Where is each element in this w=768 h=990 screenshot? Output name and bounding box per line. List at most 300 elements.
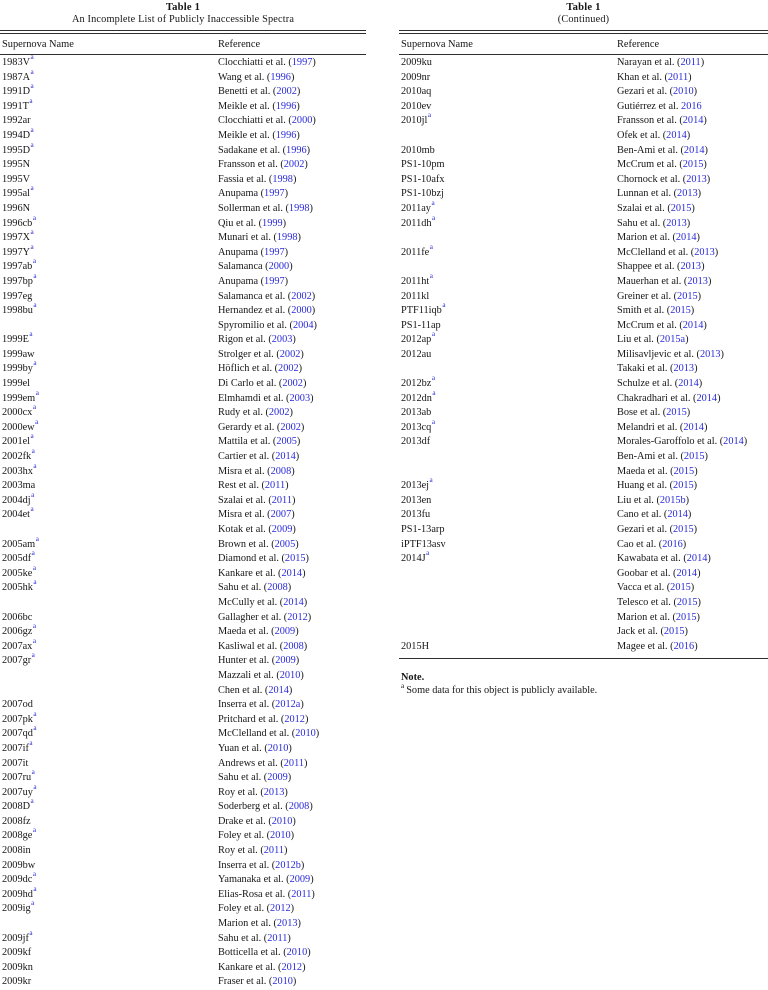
footnote-marker-link[interactable]: a: [31, 549, 35, 558]
table-row: [399, 213, 768, 232]
citation-year-link[interactable]: 2007: [270, 509, 292, 521]
reference-text: Roy et al. (2011): [218, 845, 288, 857]
footnote-marker-link[interactable]: a: [429, 271, 433, 280]
reference-text: Sollerman et al. (1998): [218, 202, 313, 214]
footnote-marker-link[interactable]: a: [429, 242, 433, 251]
table-row: [399, 301, 768, 319]
footnote-marker-link[interactable]: a: [35, 417, 39, 426]
table-note: [399, 672, 768, 697]
supernova-name: 2007it: [2, 757, 29, 769]
citation-year-link[interactable]: 2012: [270, 903, 291, 915]
citation-year-link[interactable]: 2008: [267, 582, 288, 594]
table-row: [0, 782, 366, 801]
supernova-name: $2005am^a$: [2, 534, 39, 550]
supernova-name: 2012au: [401, 348, 432, 360]
supernova-name: $2009ig^a$: [2, 899, 35, 915]
reference-text: Rigon et al. (2003): [218, 334, 296, 346]
citation-year-link[interactable]: 1998: [288, 202, 310, 214]
citation-year-link[interactable]: 2014: [283, 596, 304, 608]
table-row: [0, 96, 366, 115]
footnote-marker-link[interactable]: a: [431, 330, 436, 339]
citation-year-link[interactable]: 2014: [666, 129, 687, 141]
supernova-name: $2005hk^a$: [2, 578, 37, 594]
supernova-name: $2007ru^a$: [2, 768, 35, 784]
citation-year-link[interactable]: 2014: [268, 684, 289, 696]
citation-year-link[interactable]: 2009: [271, 524, 293, 535]
table-row: [0, 669, 366, 684]
table-row: [399, 494, 768, 509]
supernova-name: $1983V^a$: [2, 53, 34, 68]
reference-text: Foley et al. (2010): [218, 830, 295, 842]
footnote-marker-link[interactable]: a: [33, 709, 37, 718]
table-row: [0, 140, 366, 159]
citation-year-link[interactable]: 2008: [288, 801, 310, 813]
citation-year-link[interactable]: 2014: [676, 567, 698, 579]
reference-text: Meikle et al. (1996): [218, 129, 300, 141]
footnote-marker-link[interactable]: a: [30, 184, 34, 193]
reference-text: Hernandez et al. (2000): [218, 305, 316, 317]
citation-year-link[interactable]: 2015: [670, 305, 691, 317]
table-row: [399, 538, 768, 553]
citation-year-link[interactable]: 1996: [270, 71, 291, 83]
citation-year-link[interactable]: 2013: [694, 246, 715, 258]
footnote-marker-link[interactable]: a: [31, 651, 35, 660]
table-row: [0, 946, 366, 961]
citation-year-link[interactable]: 2015: [663, 626, 685, 638]
supernova-name: $1991T^a$: [2, 96, 33, 112]
table-row: [0, 271, 366, 290]
footnote-marker-link[interactable]: a: [429, 476, 433, 485]
citation-year-link[interactable]: 1997: [264, 188, 285, 200]
citation-year-link[interactable]: 2002: [278, 363, 299, 375]
reference-text: Mattila et al. (2005): [218, 436, 301, 448]
citation-year-link[interactable]: 2014: [683, 421, 704, 433]
supernova-name: $2007if^a$: [2, 738, 33, 754]
footnote-marker-link[interactable]: a: [32, 257, 37, 266]
supernova-name: $2011fe^a$: [401, 242, 433, 258]
citation-year-link[interactable]: 2014: [686, 553, 708, 565]
reference-text: Foley et al. (2012): [218, 903, 295, 915]
table-row: [0, 403, 366, 421]
citation-year-link[interactable]: 2008: [283, 640, 304, 652]
table-title: Table 1: [165, 2, 201, 13]
supernova-name: $2009dc^a$: [2, 870, 37, 886]
supernova-name: [401, 129, 617, 144]
table-row: [0, 684, 366, 699]
citation-year-link[interactable]: 2010: [270, 830, 291, 842]
citation-year-link[interactable]: 2010: [272, 976, 293, 988]
table-row: [399, 508, 768, 523]
table-row: [0, 815, 366, 830]
table-row: [399, 71, 768, 86]
supernova-name: $1998bu^a$: [2, 301, 37, 317]
citation-year-link[interactable]: 2003: [289, 392, 311, 404]
citation-year-link[interactable]: 1999: [262, 217, 283, 229]
citation-year-link[interactable]: 2009: [267, 772, 288, 784]
supernova-name: 2009nr: [401, 71, 431, 83]
table-row: [0, 523, 366, 538]
footnote-marker-link[interactable]: a: [432, 213, 436, 222]
citation-year-link[interactable]: 2012: [284, 713, 305, 725]
citation-year-link[interactable]: 1997: [291, 57, 313, 68]
footnote-marker-link[interactable]: a: [31, 447, 35, 456]
footnote-marker-link[interactable]: a: [29, 928, 33, 937]
citation-year-link[interactable]: 2015: [673, 465, 695, 477]
citation-year-link[interactable]: 1996: [286, 144, 307, 156]
citation-year-link[interactable]: 1998: [276, 232, 298, 244]
table-row: [399, 581, 768, 596]
citation-year-link[interactable]: 2014: [682, 115, 704, 127]
citation-year-link[interactable]: 2000: [291, 115, 313, 127]
reference-text: Rest et al. (2011): [218, 480, 289, 492]
citation-year-link[interactable]: 2005: [276, 436, 297, 448]
citation-year-link[interactable]: 2010: [673, 86, 694, 98]
citation-year-link[interactable]: 1996: [275, 129, 297, 141]
reference-text: Brown et al. (2005): [218, 538, 299, 550]
citation-year-link[interactable]: 2014: [678, 378, 699, 390]
citation-year-link[interactable]: 2013: [666, 217, 687, 229]
footnote-marker-link[interactable]: a: [426, 549, 430, 558]
supernova-name: [401, 625, 617, 640]
footnote-marker-link[interactable]: a: [32, 563, 37, 572]
citation-year-link[interactable]: 2015: [673, 524, 694, 535]
table-row: [0, 290, 366, 305]
footnote-marker-link[interactable]: a: [442, 301, 446, 310]
supernova-name: $2000ew^a$: [2, 417, 39, 433]
supernova-name: $2006gz^a$: [2, 622, 37, 638]
table-row: [399, 549, 768, 567]
citation-year-link[interactable]: 2002: [276, 86, 297, 98]
reference-text: McClelland et al. (2013): [617, 246, 719, 258]
reference-text: Anupama (1997): [218, 275, 289, 287]
citation-year-link[interactable]: 2013: [263, 786, 285, 798]
reference-text: Chen et al. (2014): [218, 684, 293, 696]
table-row: [399, 596, 768, 611]
supernova-name: $2013cq^a$: [401, 417, 436, 433]
supernova-name: 2008fz: [2, 815, 31, 827]
table-row: [399, 319, 768, 334]
footnote-marker-link[interactable]: a: [31, 490, 35, 499]
supernova-name: $2007ax^a$: [2, 636, 37, 652]
footnote-marker-link[interactable]: a: [30, 242, 34, 251]
table-header-row: [399, 34, 768, 54]
reference-text: Sadakane et al. (1996): [218, 144, 311, 156]
footnote-marker-link[interactable]: a: [427, 111, 432, 120]
citation-year-link[interactable]: 2010: [295, 728, 316, 740]
citation-year-link[interactable]: 2015b: [659, 494, 686, 506]
table-row: [0, 636, 366, 655]
citation-year-link[interactable]: 2009: [275, 655, 296, 667]
footnote-marker-link[interactable]: a: [29, 738, 33, 747]
table-row: [399, 242, 768, 261]
citation-year-link[interactable]: 2002: [283, 159, 305, 171]
footnote-marker-link[interactable]: a: [30, 432, 34, 441]
footnote-marker-link[interactable]: a: [431, 374, 436, 383]
table-row: [399, 56, 768, 71]
reference-text: Roy et al. (2013): [218, 786, 288, 798]
supernova-name: [401, 596, 617, 611]
citation-year-link[interactable]: 2011: [283, 757, 304, 769]
citation-year-link[interactable]: 1997: [264, 275, 285, 287]
citation-year-link[interactable]: 2015: [682, 159, 704, 171]
citation-year-link[interactable]: 2002: [291, 290, 312, 302]
citation-year-link[interactable]: 2013: [673, 363, 695, 375]
reference-text: Anupama (1997): [218, 246, 289, 258]
citation-year-link[interactable]: 2012a: [275, 699, 301, 711]
reference-text: Pritchard et al. (2012): [218, 713, 309, 725]
citation-year-link[interactable]: 2016: [681, 100, 702, 112]
citation-year-link[interactable]: 2009: [289, 874, 311, 886]
supernova-name: $1996cb^a$: [2, 213, 37, 229]
table-row: [0, 651, 366, 669]
citation-year-link[interactable]: 2011: [667, 71, 689, 83]
table-row: [399, 100, 768, 115]
footnote-marker-link[interactable]: a: [32, 403, 37, 412]
table-row: [399, 129, 768, 144]
footnote-marker-link[interactable]: a: [29, 330, 33, 339]
reference-text: Khan et al. (2011): [617, 71, 692, 83]
reference-text: Andrews et al. (2011): [218, 757, 308, 769]
column-header-supernova-name: Supernova Name: [401, 38, 473, 50]
table-subtitle: (Continued): [557, 14, 610, 25]
reference-text: Liu et al. (2015a): [617, 334, 689, 346]
supernova-name: 2013fu: [401, 509, 431, 521]
citation-year-link[interactable]: 2010: [286, 947, 308, 959]
footnote-marker-link[interactable]: a: [33, 271, 37, 280]
footnote-marker-link[interactable]: a: [33, 359, 37, 368]
citation-year-link[interactable]: 2010: [279, 669, 301, 681]
reference-text: McClelland et al. (2010): [218, 728, 320, 740]
table-row: [399, 611, 768, 626]
citation-year-link[interactable]: 2014: [723, 436, 744, 448]
reference-text: Munari et al. (1998): [218, 232, 301, 244]
table-row: [0, 490, 366, 509]
citation-year-link[interactable]: 2002: [282, 378, 303, 390]
citation-year-link[interactable]: 2000: [291, 305, 312, 317]
footnote-marker-link[interactable]: a: [431, 417, 436, 426]
reference-text: Hunter et al. (2009): [218, 655, 300, 667]
table-row: [399, 362, 768, 377]
supernova-name: [401, 567, 617, 582]
footnote-marker-link[interactable]: a: [32, 636, 37, 645]
supernova-name: $1999E^a$: [2, 330, 33, 346]
citation-year-link[interactable]: 2013: [276, 918, 298, 930]
citation-year-link[interactable]: 2002: [280, 421, 301, 433]
supernova-name: $2007pk^a$: [2, 709, 37, 725]
supernova-name: $1997ab^a$: [2, 257, 37, 273]
footnote-marker-link[interactable]: a: [30, 67, 34, 76]
citation-year-link[interactable]: 2003: [271, 334, 293, 346]
reference-text: Di Carlo et al. (2002): [218, 378, 307, 390]
citation-year-link[interactable]: 2015: [670, 582, 691, 594]
footnote-marker-link[interactable]: a: [33, 724, 37, 733]
citation-year-link[interactable]: 2013: [680, 261, 702, 273]
citation-year-link[interactable]: 2013: [687, 275, 708, 287]
footnote-marker-link[interactable]: a: [30, 140, 34, 149]
citation-year-link[interactable]: 2014: [696, 392, 718, 404]
citation-year-link[interactable]: 2015: [676, 596, 698, 608]
reference-text: Sahu et al. (2008): [218, 582, 292, 594]
reference-text: Liu et al. (2015b): [617, 494, 690, 506]
footnote-marker-link[interactable]: a: [30, 797, 34, 806]
citation-year-link[interactable]: 2012: [281, 961, 303, 973]
supernova-name: [401, 611, 617, 626]
table-row: [0, 505, 366, 523]
citation-year-link[interactable]: 2000: [268, 261, 290, 273]
supernova-name: $2011dh^a$: [401, 213, 436, 229]
footnote-marker-link[interactable]: a: [35, 388, 39, 397]
column-header-reference: Reference: [617, 38, 660, 50]
citation-year-link[interactable]: 2016: [662, 538, 683, 550]
citation-year-link[interactable]: 1996: [275, 100, 297, 112]
citation-year-link[interactable]: 2012b: [275, 859, 301, 871]
footnote-marker-link[interactable]: a: [35, 534, 39, 543]
table-row: [399, 260, 768, 275]
reference-text: Milisavljevic et al. (2013): [617, 348, 724, 360]
footnote-marker-link[interactable]: a: [33, 301, 37, 310]
footnote-marker-link[interactable]: a: [32, 622, 37, 631]
citation-year-link[interactable]: 2013: [686, 173, 707, 185]
supernova-name: $2008D^a$: [2, 797, 34, 813]
footnote-marker-link[interactable]: a: [33, 461, 37, 470]
footnote-marker-link[interactable]: a: [30, 53, 34, 61]
citation-year-link[interactable]: 2012: [287, 611, 308, 623]
citation-year-link[interactable]: 2010: [271, 815, 293, 827]
citation-year-link[interactable]: 2014: [667, 509, 688, 521]
reference-text: Gezari et al. (2010): [617, 86, 698, 98]
footnote-marker-link[interactable]: a: [32, 213, 37, 222]
citation-year-link[interactable]: 2009: [274, 626, 296, 638]
footnote-marker-link[interactable]: a: [30, 82, 34, 91]
footnote-marker-link[interactable]: a: [30, 505, 34, 514]
table-row: [0, 417, 366, 436]
citation-year-link[interactable]: 2002: [279, 348, 301, 360]
reference-text: Gutiérrez et al. 2016: [617, 100, 702, 112]
citation-year-link[interactable]: 2014: [683, 144, 705, 156]
table-subtitle: An Incomplete List of Publicly Inaccessible Spectra: [71, 14, 295, 25]
footnote-marker-link[interactable]: a: [30, 228, 34, 237]
table-row: [399, 450, 768, 465]
reference-text: Anupama (1997): [218, 188, 289, 200]
footnote-marker-link[interactable]: a: [32, 870, 37, 879]
reference-text: Marion et al. (2014): [617, 232, 700, 244]
supernova-name: 2009bw: [2, 859, 36, 871]
supernova-name: $2011ay^a$: [401, 198, 435, 214]
supernova-name: PS1-11ap: [401, 319, 441, 331]
table-row: [0, 534, 366, 553]
footnote-marker-link[interactable]: a: [29, 96, 33, 105]
citation-year-link[interactable]: 2014: [281, 567, 303, 579]
citation-year-link[interactable]: 2011: [264, 480, 286, 492]
citation-year-link[interactable]: 2004: [292, 319, 314, 331]
citation-year-link[interactable]: 2015: [677, 290, 698, 302]
citation-year-link[interactable]: 2008: [270, 465, 292, 477]
reference-text: Shappee et al. (2013): [617, 261, 705, 273]
footnote-marker-link[interactable]: a: [32, 826, 37, 835]
citation-year-link[interactable]: 2015a: [659, 334, 686, 346]
table-row: [0, 202, 366, 217]
supernova-name: $2012dn^a$: [401, 388, 436, 404]
supernova-name: $2009jf^a$: [2, 928, 33, 944]
citation-year-link[interactable]: 2014: [682, 319, 704, 331]
table-row: [0, 213, 366, 232]
citation-year-link[interactable]: 2015: [675, 611, 697, 623]
supernova-name: $1995al^a$: [2, 184, 34, 200]
table-row: [0, 709, 366, 728]
reference-text: Spyromilio et al. (2004): [218, 319, 317, 331]
table-row: [399, 85, 768, 100]
reference-text: Chornock et al. (2013): [617, 173, 711, 185]
table-row: [0, 622, 366, 640]
table-row: [399, 111, 768, 129]
citation-year-link[interactable]: 2011: [267, 932, 288, 944]
table-row: [0, 768, 366, 786]
table-1-continued: [399, 0, 768, 697]
citation-year-link[interactable]: 2014: [275, 451, 296, 463]
table-row: [0, 884, 366, 903]
citation-year-link[interactable]: 2016: [673, 640, 695, 652]
citation-year-link[interactable]: 2011: [291, 888, 312, 900]
table-row: [399, 374, 768, 392]
supernova-name: 2011kl: [401, 290, 430, 302]
footnote-marker-link[interactable]: a: [31, 768, 35, 777]
supernova-name: $1999em^a$: [2, 388, 39, 404]
citation-year-link[interactable]: 2013: [699, 348, 721, 360]
reference-text: Benetti et al. (2002): [218, 86, 301, 98]
supernova-name: 1996N: [2, 202, 31, 214]
footnote-marker-link[interactable]: a: [33, 782, 37, 791]
supernova-name: PS1-10afx: [401, 173, 445, 185]
reference-text: Chakradhari et al. (2014): [617, 392, 721, 404]
footnote-marker-link[interactable]: a: [431, 198, 435, 207]
table-row: [0, 844, 366, 859]
citation-year-link[interactable]: 2011: [271, 494, 292, 506]
citation-year-link[interactable]: 2015: [284, 553, 306, 565]
footnote-marker-link[interactable]: a: [33, 578, 37, 587]
footnote-marker-link[interactable]: a: [31, 899, 35, 908]
reference-text: Greiner et al. (2015): [617, 290, 702, 302]
citation-year-link[interactable]: 1998: [272, 173, 293, 185]
table-row: [0, 184, 366, 202]
citation-year-link[interactable]: 2014: [675, 232, 697, 244]
footnote-marker-link[interactable]: a: [33, 884, 37, 893]
citation-year-link[interactable]: 2013: [677, 188, 698, 200]
citation-year-link[interactable]: 2015: [683, 451, 705, 463]
citation-year-link[interactable]: 2011: [680, 57, 701, 68]
citation-year-link[interactable]: 2002: [268, 407, 290, 419]
citation-year-link[interactable]: 2015: [673, 480, 694, 492]
supernova-name: 2003ma: [2, 480, 36, 492]
supernova-name: 2006bc: [2, 611, 33, 623]
citation-year-link[interactable]: 2005: [274, 538, 296, 550]
footnote-marker-link[interactable]: a: [432, 388, 436, 397]
table-row: [0, 928, 366, 947]
citation-year-link[interactable]: 2011: [263, 845, 284, 857]
supernova-name: 2009kr: [2, 976, 32, 988]
table-row: [0, 447, 366, 465]
footnote-marker-link[interactable]: a: [30, 125, 34, 134]
reference-text: Wang et al. (1996): [218, 71, 295, 83]
table-row: [0, 461, 366, 480]
reference-text: Elmhamdi et al. (2003): [218, 392, 314, 404]
reference-text: Fransson et al. (2002): [218, 159, 308, 171]
citation-year-link[interactable]: 2015: [670, 202, 692, 214]
reference-text: Fransson et al. (2014): [617, 115, 707, 127]
citation-year-link[interactable]: 2010: [267, 742, 289, 754]
citation-year-link[interactable]: 2015: [666, 407, 687, 419]
citation-year-link[interactable]: 1997: [264, 246, 285, 258]
reference-text: Drake et al. (2010): [218, 815, 296, 827]
